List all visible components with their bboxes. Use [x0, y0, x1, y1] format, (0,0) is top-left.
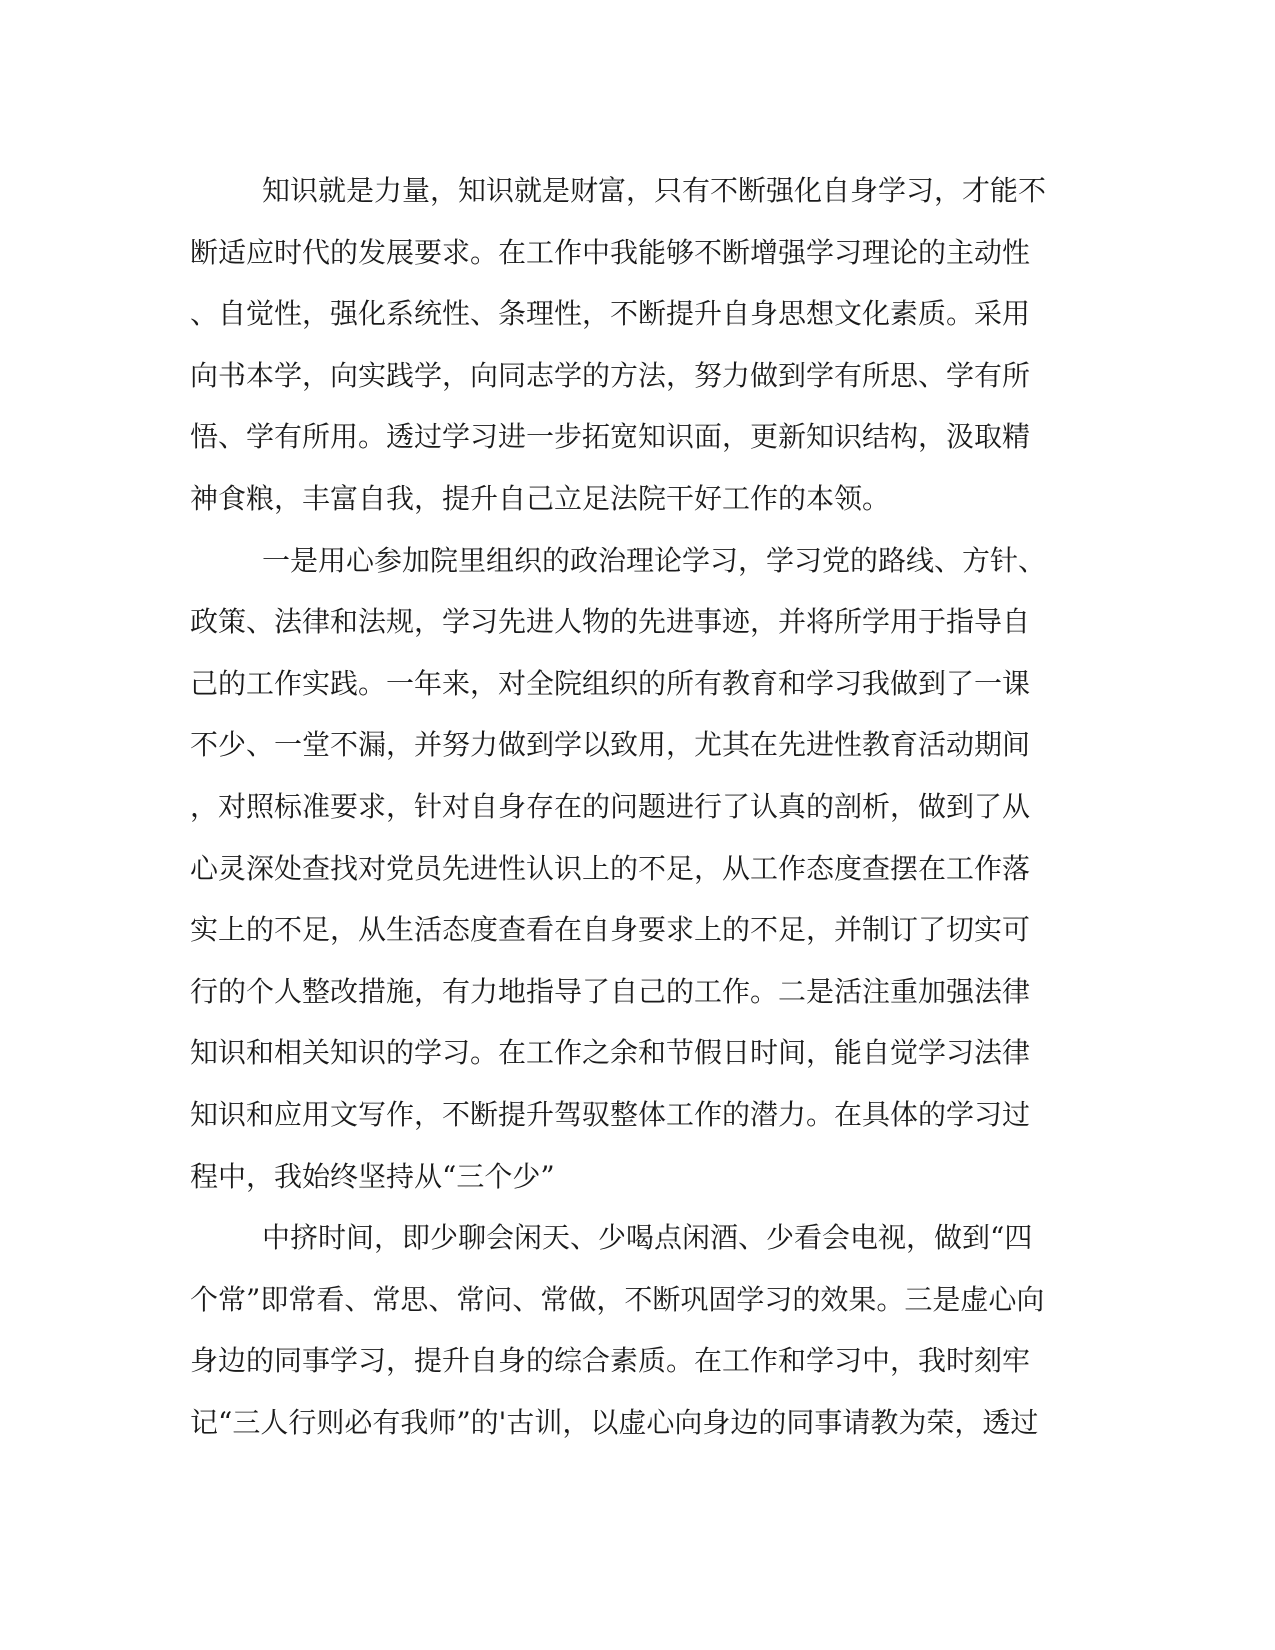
paragraph-line: 个常”即常看、常思、常问、常做，不断巩固学习的效果。三是虚心向 [190, 1282, 1045, 1316]
paragraph-line: 中挤时间，即少聊会闲天、少喝点闲酒、少看会电视，做到“四 [262, 1221, 1033, 1255]
paragraph-line: 、自觉性，强化系统性、条理性，不断提升自身思想文化素质。采用 [190, 297, 1031, 331]
paragraph-line: 知识和应用文写作，不断提升驾驭整体工作的潜力。在具体的学习过 [190, 1097, 1031, 1131]
paragraph-line: 记“三人行则必有我师”的'古训，以虚心向身边的同事请教为荣，透过 [190, 1405, 1039, 1439]
paragraph-line: 心灵深处查找对党员先进性认识上的不足，从工作态度查摆在工作落 [190, 851, 1031, 885]
paragraph-line: 不少、一堂不漏，并努力做到学以致用，尤其在先进性教育活动期间 [190, 728, 1031, 762]
paragraph-line: 己的工作实践。一年来，对全院组织的所有教育和学习我做到了一课 [190, 666, 1031, 700]
document-body [190, 160, 1080, 1453]
paragraph-line: ，对照标准要求，针对自身存在的问题进行了认真的剖析，做到了从 [190, 789, 1031, 823]
paragraph-line: 实上的不足，从生活态度查看在自身要求上的不足，并制订了切实可 [190, 913, 1031, 947]
paragraph-line: 悟、学有所用。透过学习进一步拓宽知识面，更新知识结构，汲取精 [190, 420, 1031, 454]
paragraph-line: 程中，我始终坚持从“三个少” [190, 1159, 555, 1193]
paragraph-line: 行的个人整改措施，有力地指导了自己的工作。二是活注重加强法律 [190, 974, 1031, 1008]
paragraph-line: 一是用心参加院里组织的政治理论学习，学习党的路线、方针、 [262, 543, 1047, 577]
paragraph-line: 向书本学，向实践学，向同志学的方法，努力做到学有所思、学有所 [190, 358, 1031, 392]
paragraph-line: 身边的同事学习，提升自身的综合素质。在工作和学习中，我时刻牢 [190, 1344, 1031, 1378]
paragraph-line: 神食粮，丰富自我，提升自己立足法院干好工作的本领。 [190, 481, 891, 515]
paragraph-line: 知识就是力量，知识就是财富，只有不断强化自身学习，才能不 [262, 174, 1047, 207]
paragraph-line: 政策、法律和法规，学习先进人物的先进事迹，并将所学用于指导自 [190, 605, 1031, 639]
paragraph-line: 知识和相关知识的学习。在工作之余和节假日时间，能自觉学习法律 [190, 1036, 1031, 1070]
paragraph-line: 断适应时代的发展要求。在工作中我能够不断增强学习理论的主动性 [190, 235, 1031, 269]
